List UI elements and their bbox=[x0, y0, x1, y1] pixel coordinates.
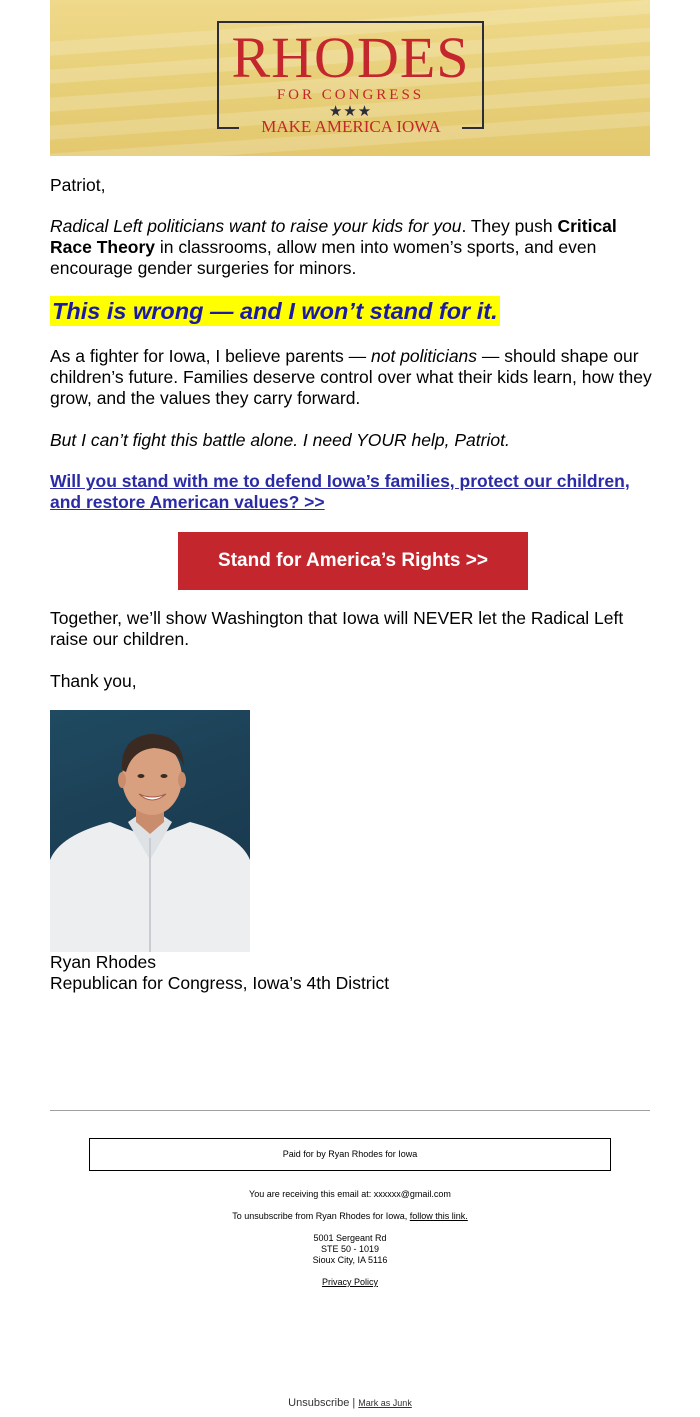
intro-bold: Critical Race Theory bbox=[50, 216, 617, 257]
paragraph-help: But I can’t fight this battle alone. I need YOUR help, Patriot. bbox=[50, 430, 510, 450]
signature-name: Ryan Rhodes bbox=[50, 952, 157, 972]
mark-as-junk-link[interactable]: Mark as Junk bbox=[358, 1398, 412, 1408]
footer-divider bbox=[50, 1110, 650, 1111]
stand-for-rights-button[interactable]: Stand for America’s Rights >> bbox=[178, 532, 528, 590]
header-banner bbox=[50, 0, 650, 156]
fighter-start: As a fighter for Iowa, I believe parents — bbox=[50, 346, 371, 366]
candidate-portrait-icon bbox=[50, 710, 250, 952]
logo-name: RHODES bbox=[231, 25, 470, 90]
intro-italic: Radical Left politicians want to raise your kids for you bbox=[50, 216, 462, 236]
address-line-2: STE 50 - 1019 bbox=[320, 1244, 380, 1254]
paragraph-intro bbox=[50, 216, 655, 279]
privacy-policy-link[interactable]: Privacy Policy bbox=[321, 1277, 378, 1287]
intro-rest: in classrooms, allow men into women’s sports, and even encourage gender surgeries for minors. bbox=[50, 237, 597, 278]
intro-mid: . They push bbox=[461, 216, 558, 236]
address-line-1: 5001 Sergeant Rd bbox=[313, 1233, 387, 1243]
logo-tagline: MAKE AMERICA IOWA bbox=[261, 117, 441, 136]
highlight-statement: This is wrong — and I won’t stand for it. bbox=[52, 298, 498, 324]
unsubscribe-notice-text: To unsubscribe from Ryan Rhodes for Iowa, bbox=[232, 1211, 410, 1221]
logo-subtitle: FOR CONGRESS bbox=[276, 87, 425, 103]
closing: Thank you, bbox=[50, 671, 137, 691]
cta-text-link[interactable]: Will you stand with me to defend Iowa’s families, protect our children, and restore American values? >> bbox=[50, 471, 630, 512]
stars-icon: ★★★ bbox=[328, 103, 373, 120]
paid-for-disclaimer: Paid for by Ryan Rhodes for Iowa bbox=[89, 1138, 611, 1171]
greeting: Patriot, bbox=[50, 175, 106, 195]
unsubscribe-notice bbox=[0, 1211, 700, 1222]
signature-title: Republican for Congress, Iowa’s 4th District bbox=[50, 973, 390, 993]
address-line-3: Sioux City, IA 5116 bbox=[312, 1255, 388, 1265]
receiving-email-notice: You are receiving this email at: xxxxxx@gmail.com bbox=[249, 1189, 451, 1199]
paragraph-fighter bbox=[50, 346, 655, 409]
separator: | bbox=[352, 1397, 356, 1409]
fighter-italic: not politicians bbox=[371, 346, 478, 366]
bottom-actions bbox=[0, 1396, 700, 1410]
paragraph-together: Together, we’ll show Washington that Iowa will NEVER let the Radical Left raise our children. bbox=[50, 608, 624, 649]
unsubscribe-link[interactable]: Unsubscribe bbox=[288, 1397, 350, 1409]
fighter-rest: — should shape our children’s future. Families deserve control over what their kids learn, how they grow, and the values they carry forward. bbox=[50, 346, 652, 408]
campaign-logo bbox=[217, 21, 484, 128]
candidate-photo bbox=[50, 710, 250, 952]
privacy-policy-row bbox=[0, 1277, 700, 1288]
unsubscribe-follow-link[interactable]: follow this link. bbox=[409, 1211, 468, 1221]
